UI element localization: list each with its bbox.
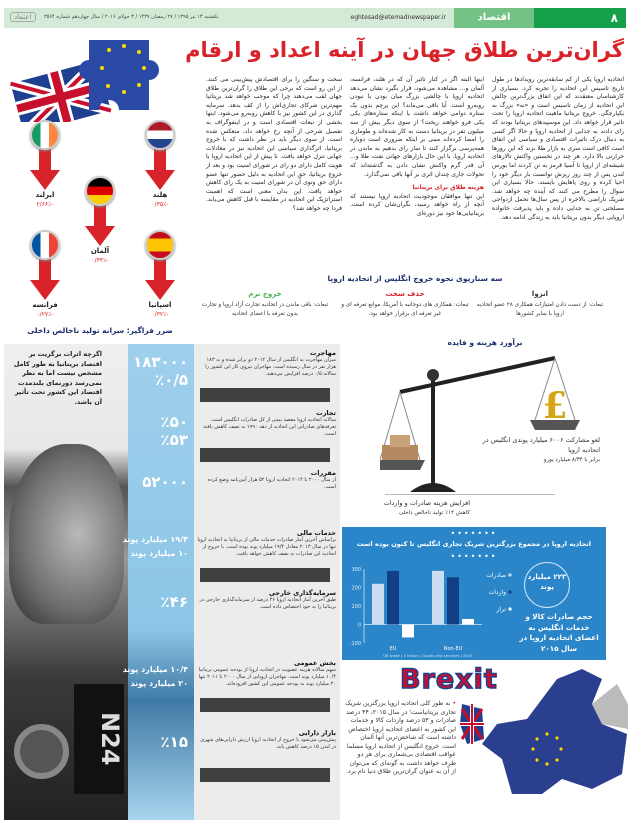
chart-source: UK trade | £ billion | Goods and services | 2015: [383, 653, 473, 658]
flag-icon: [85, 176, 115, 206]
uk-flag-map-icon: [460, 704, 484, 744]
dots-divider: •••••••: [450, 552, 498, 561]
bar-EU-0: [372, 584, 384, 625]
stat-value: ٪۴۶: [160, 593, 188, 611]
page-header: [4, 8, 626, 28]
silhouette-illustration: [200, 388, 330, 402]
balance-scale-illustration: [380, 350, 580, 498]
trade-chart-box: [342, 527, 606, 660]
item-title: مهاجرت: [309, 349, 336, 357]
scale-right-caption: [470, 435, 600, 465]
y-tick-label: 300: [351, 567, 361, 573]
scenario-name: حذف سخت: [385, 290, 425, 298]
brexit-text: [344, 700, 456, 777]
item-text: سالانه اتحادیه اروپا مقصد نیمی از کل صادرات انگلیس است. تعرفه‌های صادراتی این اتحادیه از دهه ۱۹۹۰ به نصف کاهش یافته است.: [203, 417, 336, 437]
down-arrow-icon: [30, 258, 60, 300]
scenario-isolation: [475, 290, 605, 319]
x-tick-label: EU: [389, 646, 397, 652]
item-text: سهم سالانه هزینه عضویت در اتحادیه اروپا از بودجه عمومی بریتانیا ۱۰/۴ میلیارد پوند است. مهاجران اروپایی از سال ۲۰۰۰ تا ۲۰۱۱ تنها ۲۰ میلیارد پوند به بودجه عمومی این کشور افزوده‌اند.: [198, 667, 336, 687]
infographic-item: [196, 730, 336, 751]
stat-value: ٪۰/۵: [155, 371, 188, 389]
dots-divider: •••••••: [450, 529, 498, 538]
stat-value: ٪۱۵: [160, 733, 188, 751]
country-gdp-change: -۲/۶۶٪: [36, 201, 54, 208]
silhouette-illustration: [200, 568, 330, 582]
down-arrow-icon: [145, 148, 175, 190]
country-name: ایرلند: [35, 191, 55, 199]
scenario-soft-exit: [200, 290, 330, 319]
y-tick-label: 200: [351, 585, 361, 592]
chart-title: اتحادیه اروپا در مجموع بزرگترین شریک تجاری انگلیس تا کنون بوده است: [356, 540, 592, 548]
flag-icon: [30, 230, 60, 260]
country-name: فرانسه: [32, 301, 58, 309]
silhouette-illustration: [200, 698, 330, 712]
date-line: یکشنبه ۱۳ تیر ۱۳۹۵ / ۲۷ رمضان ۱۴۳۷ / ۳ جولای ۲۰۱۶ / سال چهاردهم شماره ۳۵۶۴: [44, 14, 219, 20]
pound-icon: £: [542, 385, 568, 427]
flag-icon: [145, 230, 175, 260]
pull-quote: اگرچه اثرات برگزیت بر اقتصاد بریتانیا به طور کامل مشخص نیست اما به نظر نمی‌رسد دورنمای بلندمدت اقتصاد این کشور تحت تأثیر آن باشد.: [13, 350, 102, 406]
item-title: تجارت: [316, 409, 336, 417]
section-label: اقتصاد: [454, 8, 534, 28]
caption-sub: کاهش ۱۴٪ تولید ناخالص داخلی: [398, 510, 470, 516]
trade-bar-chart: [342, 565, 514, 659]
article-column-1: اتحادیه اروپا یکی از کم سابقه‌ترین رویدادها در طول تاریخ تاسیس این اتحادیه را تجربه کرد. بسیاری از کارشناسان معتقدند که این اتفاق بزرگ‌ترین چالش این اتحادیه از زمان تاسیس است و «نه» بزرگ به یکپارچگی. خروج بریتانیا ماهیت اتحادیه اروپا را تحت تاثیر قرار خواهد داد. این موسپیدهای بریتانیا بودند که رای دادند به جدایی از اتحادیه اروپا و حالا اگر کسی به دنبال درک تاثیرات اقتصادی و سیاسی این اتفاق است کافی است سری به بازار طلا بزند که این روزها حرارتی بالا دارد. هر چند در نخستین واکنش تالارهای شیشه‌ای از اروپا تا آسیا قرمز به تن کردند اما بورس لندن پس از چند روز ریزش توانست بار دیگر خود را احیا کرده و روی پاهایش بایستد. حالا بسیاری این سوال را مطرح می کنند که آینده چه خواهد شد. شریک ناراضی بالاخره از پس سال‌ها تحمل ازدواجی مصلحتی تن به جدایی داده و باید پذیرفت خانواده اروپایی دیگر بدون بریتانیا باید به زندگی ادامه دهد.: [492, 76, 624, 221]
infographic-item: [196, 530, 336, 558]
scale-left-caption: [350, 498, 470, 518]
down-arrow-icon: [145, 258, 175, 300]
article-text: این تنها موافقان موجودیت اتحادیه اروپا نیستند که آنچه از راه خواهد رسید، نگران‌شان کرده است. بریتانیایی‌ها خود نیز دوره‌ای: [350, 192, 484, 217]
legend-label: صادرات: [486, 572, 506, 579]
article-column-3: سخت و سنگین را برای اقتصادش پیش‌بینی می کنند. از این رو است که برخی این طلاق را گران‌ترین طلاق جهان لقب می‌دهند چرا که موجب خواهد شد بریتانیا مهم‌ترین شرکای تجاری‌اش را از کف بدهد. سرمایه گذاری در این کشور نیز با کاهش روبه‌رو می‌شود. اینها بخشی از تبعات اقتصادی است و در اینفوگراف به تفصیل شرحی از آنچه رخ خواهد داد، منعکس شده است. از سوی دیگر باید در نظر داشت که با خروج بریتانیا، اثرگذاری سیاسی این اتحادیه نیز در معادلات جهانی تنزل خواهد یافت. تا پیش از این اتحادیه اروپا با هویت کامل دارای دو رای در شورای امنیت بود و بعد از خروج بریتانیا، حق این اتحادیه به دلیل حضور تنها عضو دارای حق وتوی آن در شورای امنیت به یک رای کاهش خواهد یافت. این بدان معنی است که اهمیت استراتژیک این اتحادیه در مقایسه با قبل کاهش می‌یابد. فردا چه خواهد شد؟: [206, 76, 342, 212]
face-shape: [9, 444, 124, 624]
politician-photo: [4, 344, 128, 820]
caption-text: افزایش هزینه صادرات و واردات: [383, 499, 470, 507]
stat-value: ۵۲۰۰۰: [142, 473, 188, 491]
country-gdp-change: -۰/۳۵٪: [151, 201, 169, 208]
item-title: مقررات: [310, 469, 336, 477]
silhouette-illustration: [200, 768, 330, 782]
infographic-item: [196, 410, 336, 438]
scenarios-title: سه سناریوی نحوه خروج انگلیس از اتحادیه اروپا: [327, 274, 503, 283]
item-title: بازار دارایی: [298, 729, 336, 737]
infographic-item: [196, 470, 336, 491]
stat-value: ۲۰ میلیارد پوند: [130, 679, 188, 688]
article-column-2: [350, 76, 484, 219]
headline: گران‌ترین طلاق جهان در آینه اعداد و ارقام: [185, 38, 624, 62]
legend-swatch: [508, 590, 511, 593]
legend-swatch: [508, 607, 511, 610]
bar-Non-EU-0: [432, 571, 444, 625]
caption-text: لغو مشارکت ۶۰۰۶ میلیارد پوندی انگلیس در اتحادیه اروپا: [482, 436, 600, 454]
item-text: طبق آخرین آمار اتحادیه اروپا ۴۶ درصد از سرمایه‌گذاری خارجی در بریتانیا را به خود اختصاص داده است.: [199, 597, 336, 610]
brexit-paragraph: به طور کلی اتحادیه اروپا بزرگترین شریک تجاری بریتانیاست؛ در سال ۲۰۱۵، ۴۴ درصد صادرات و ۵۳ درصد واردات کالا و خدمات این کشور به اعضای اتحادیه اروپا اختصاص داشته است که شاخص‌ترین آنها آلمان است. خروج انگلیس از اتحادیه اروپا مسلما عواقب اقتصادی بی‌شماری برای هر دو طرف خواهد داشت به گونه‌ای که می‌توان از آن به عنوان گران‌ترین طلاق دنیا نام برد.: [345, 700, 456, 775]
section-email: eghtesad@etemadnewspaper.ir: [350, 14, 446, 21]
down-arrow-icon: [30, 148, 60, 190]
scenario-name: انزوا: [531, 290, 549, 298]
scenario-text: تبعات: باقی ماندن در اتحادیه تجارت آزاد اروپا و تجارت بدون تعرفه با اعضای اتحادیه: [201, 302, 329, 317]
y-tick-label: 100: [351, 604, 361, 610]
x-tick-label: Non-EU: [443, 646, 463, 652]
stat-value: ۱۹/۴ میلیارد پوند: [122, 535, 188, 544]
infographic-item: [196, 590, 336, 611]
scenario-name: خروج نرم: [248, 290, 282, 298]
legend-swatch: [508, 573, 511, 576]
article-text: اینها البته اگر در کنار تاثیر آن که در هلند، فرانسه، آلمان و... مشاهده می‌شود، قرار بگیرد نشان می‌دهد اتحادیه اروپا با چالشی بزرگ میان بودن یا نبودن روبه‌رو است. آیا باقی می‌ماند؟ این پرچم بدون یک ستاره دوامی خواهد داشت یا اینکه ستاره‌های یکی یکی فرو خواهند ریخت؟ از سوی دیگر بیش از سه میلیون نفر در بریتانیا دست به کار شده‌اند و طوماری را امضا کرده‌اند مبنی بر اینکه ضروری است دوباره همه‌پرسی برگزار کنند تا ساز رای بدهیم به ماندن در اتحادیه اروپا. با این حال بازارهای جهانی نفت، طلا و... آن قدر گرم واکنش نشان دادن به گذشته‌اند که تحولات جاری چندان اثری بر آنها باقی نمی‌گذارد.: [350, 76, 484, 178]
stat-value: ٪۵۰: [160, 413, 188, 431]
country-name: آلمان: [90, 247, 110, 255]
stat-value: ٪۵۳: [160, 431, 188, 449]
scenario-text: تبعات: از دست دادن امتیازات همکاری ۲۸ عضو اتحادیه اروپا با سایر کشورها: [476, 302, 604, 317]
flag-icon: [145, 120, 175, 150]
y-tick-label: -100: [349, 641, 361, 647]
down-arrow-icon: [85, 204, 115, 246]
item-title: بخش عمومی: [293, 659, 336, 667]
item-text: میزان مهاجرت به انگلیس از سال ۲۰۱۲ دو برابر شده و به ۱۸۳ هزار نفر در سال رسیده است. مهاجران نیروی کار این کشور را سالانه ۰/۵ درصد افزایش می‌دهند.: [205, 357, 336, 377]
country-gdp-change: -۰/۲۷٪: [36, 311, 54, 318]
caption-sub: برابر با ۸/۳۴ میلیارد یورو: [543, 457, 600, 463]
country-name: هلند: [152, 191, 168, 199]
page-number: ۸: [534, 8, 626, 28]
microphone: [14, 724, 69, 779]
y-tick-label: 0: [357, 622, 361, 629]
infographic-item: [196, 660, 336, 688]
scenario-text: تبعات: همکاری های دوجانبه با آمریکا، موانع تعرفه ای و غیر تعرفه ای برقرار خواهد بود.: [341, 302, 469, 317]
country-gdp-change: -۰/۳۲٪: [151, 311, 169, 318]
eu-uk-puzzle-illustration: [4, 30, 172, 122]
item-title: سرمایه‌گذاری خارجی: [268, 589, 336, 597]
legend-label: واردات: [488, 589, 506, 596]
country-name: اسپانیا: [148, 301, 172, 309]
bar-Non-EU-1: [447, 577, 459, 624]
bullet-icon: •: [450, 700, 456, 707]
scale-baseline: [385, 494, 555, 495]
bar-Non-EU-2: [462, 619, 474, 625]
brexit-logo: Brexit: [400, 664, 498, 695]
stat-value: ۱۰ میلیارد پوند: [130, 549, 188, 558]
article-subhead: هزینه طلاق برای بریتانیا: [412, 184, 484, 192]
stat-value: ۱۰/۴ میلیارد پوند: [122, 665, 188, 674]
flag-icon: [30, 120, 60, 150]
infographic-item: [196, 350, 336, 378]
chart-side-text: حجم صادرات کالا و خدمات انگلیس به اعضای اتحادیه اروپا در سال ۲۰۱۵: [519, 612, 599, 653]
bar-EU-1: [387, 571, 399, 625]
item-title: خدمات مالی: [296, 529, 336, 537]
scale-title: برآورد هزینه و فایده: [447, 338, 523, 347]
value-badge: ۲۲۳ میلیارد پوند: [524, 562, 570, 608]
scenario-hard-exit: [340, 290, 470, 319]
microphone-n24: N24: [74, 684, 124, 794]
item-text: از سال ۲۰۰۰ تا ۲۰۱۴ اتحادیه اروپا ۵۲ هزار آیین‌نامه وضع کرده است.: [207, 477, 336, 490]
item-text: پیش‌بینی می‌شود با خروج از اتحادیه اروپا ارزش دارایی‌های شهری در لندن ۱۵ درصد کاهش یابد.: [200, 737, 336, 750]
item-text: براساس آخرین آمار صادرات خدمات مالی از بریتانیا به اتحادیه اروپا تنها در سال ۲۰۱۳ معادل ۱۹/۴ میلیارد پوند بوده است. با خروج از اتحادیه این صادرات به نصف کاهش خواهد یافت.: [197, 537, 336, 557]
country-gdp-change: -۰/۳۳٪: [91, 257, 109, 264]
flags-caption: ضرر فراگیر: سرانه تولید ناخالص داخلی: [27, 326, 173, 335]
newspaper-logo: اعتماد: [10, 12, 36, 22]
legend-label: تراز: [496, 606, 506, 613]
silhouette-illustration: [200, 448, 330, 462]
stat-value: ۱۸۳۰۰۰: [133, 353, 188, 371]
bar-EU-2: [402, 625, 414, 638]
